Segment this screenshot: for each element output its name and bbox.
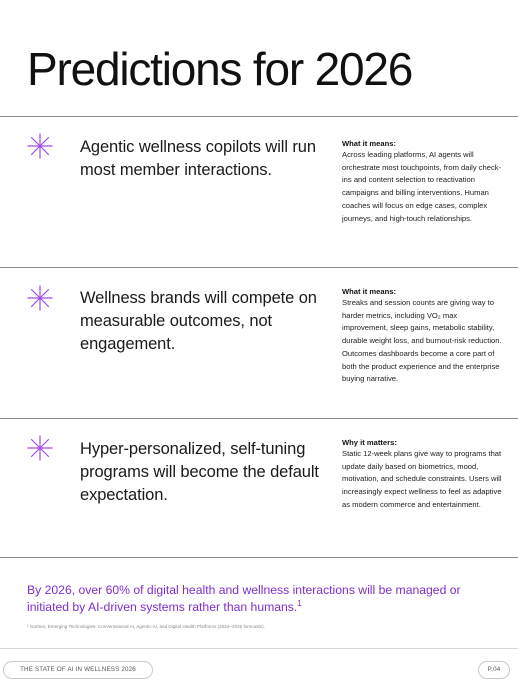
prediction-body: Streaks and session counts are giving way to harder metrics, including VO₂ max improvement, sleep gains, metabolic stability, durable weight loss, and burnout-risk reduction. Outcomes dashboards become a core part of both the product experience and the enterprise buying narrative. xyxy=(342,298,502,384)
page-number-badge: P.04 xyxy=(478,661,510,679)
prediction-headline: Agentic wellness copilots will run most member interactions. xyxy=(80,138,316,179)
report-title-badge: THE STATE OF AI IN WELLNESS 2026 xyxy=(3,661,153,679)
prediction-label: What it means: xyxy=(342,139,397,148)
section-divider xyxy=(0,116,518,117)
footnote-marker: 1 xyxy=(297,598,302,608)
prediction-headline: Hyper-personalized, self-tuning programs will become the default expectation. xyxy=(80,440,319,504)
callout-text: By 2026, over 60% of digital health and wellness interactions will be managed or initiated by AI-driven systems rather than humans. xyxy=(27,583,461,614)
section-divider xyxy=(0,557,518,558)
statistic-callout xyxy=(27,582,497,616)
section-divider xyxy=(0,418,518,419)
prediction-body: Static 12-week plans give way to programs that update daily based on biometrics, mood, motivation, and schedule constraints. Users will increasingly expect wellness to feel as adaptive as modern commerce and entertainment. xyxy=(342,449,502,509)
page-title: Predictions for 2026 xyxy=(27,43,413,95)
prediction-headline: Wellness brands will compete on measurable outcomes, not engagement. xyxy=(80,289,317,353)
section-divider xyxy=(0,267,518,268)
source-footnote: ¹ Gartner, Emerging Technologies: Conversational AI, Agentic AI, and Digital Health Platforms (2024–2025 forecasts). xyxy=(27,624,265,629)
asterisk-star-icon xyxy=(27,285,53,311)
asterisk-star-icon xyxy=(27,133,53,159)
prediction-label: What it means: xyxy=(342,287,397,296)
prediction-label: Why it matters: xyxy=(342,438,397,447)
footer-divider xyxy=(0,648,518,649)
prediction-body: Across leading platforms, AI agents will orchestrate most touchpoints, from daily check-ins and content selection to reactivation campaigns and billing interventions. Human coaches will focus on edge cases, complex journeys, and high-touch relationships. xyxy=(342,150,502,223)
asterisk-star-icon xyxy=(27,435,53,461)
